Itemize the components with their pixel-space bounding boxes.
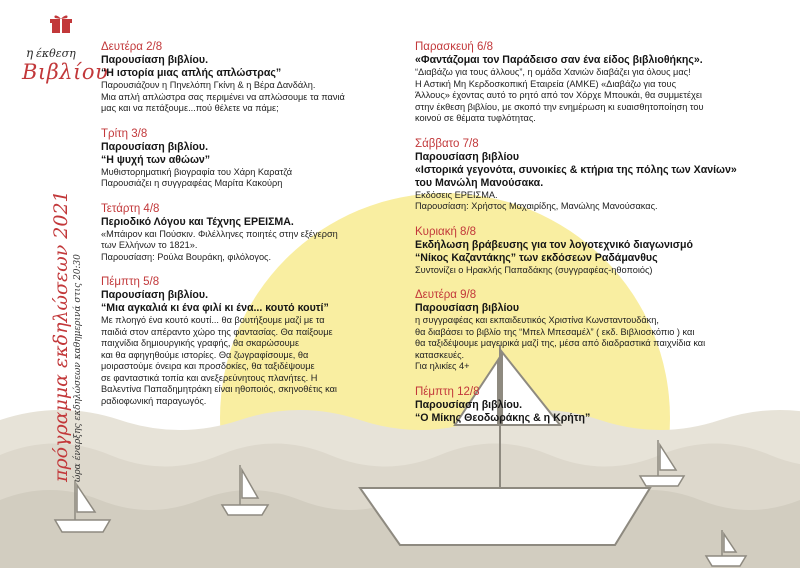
event-description-line: Παρουσιάζει η συγγραφέας Μαρίτα Κακούρη <box>101 178 283 188</box>
event-date: Παρασκευή 6/8 <box>415 41 493 53</box>
event-title-line: Παρουσίαση βιβλίου. <box>101 140 209 153</box>
event-description-line: Με πλοηγό ένα κουτό κουτί... θα βουτήξουμε μαζί με τα <box>101 315 325 325</box>
event-title-line: “Μια αγκαλιά κι ένα φιλί κι ένα... κουτό κουτί” <box>101 302 329 314</box>
event-date: Κυριακή 8/8 <box>415 225 477 238</box>
side-program-heading <box>50 190 83 482</box>
event-title-line: του Μανώλη Μανούσακα. <box>415 176 544 189</box>
event-description-line: κοινού σε θέματα τυφλότητας. <box>415 113 536 123</box>
event-title-line: “Η ιστορία μιας απλής απλώστρας” <box>101 67 282 79</box>
event-description-line: Μυθιστορηματική βιογραφία του Χάρη Καρατζά <box>101 166 293 177</box>
event-description-line: Εκδόσεις ΕΡΕΙΣΜΑ. <box>415 189 498 200</box>
program-title: πρόγραμμα εκδηλώσεων 2021 <box>50 190 72 482</box>
event-date: Πέμπτη 5/8 <box>101 276 160 288</box>
event-title-line: Παρουσίαση βιβλίου. <box>415 398 523 411</box>
event-title-line: Παρουσίαση βιβλίου. <box>101 289 209 301</box>
event-entry <box>415 288 760 373</box>
event-date: Δευτέρα 2/8 <box>101 41 163 53</box>
event-title-line: “Η ψυχή των αθώων” <box>101 153 211 166</box>
event-entry <box>101 40 401 115</box>
logo-book-word: Βιβλίου <box>22 60 109 84</box>
logo-expo-word: έκθεση <box>36 47 76 60</box>
event-entry <box>415 225 760 277</box>
event-entry <box>415 385 760 425</box>
event-date: Τρίτη 3/8 <box>101 127 148 140</box>
event-title-line: Παρουσίαση βιβλίου <box>415 150 520 163</box>
event-description-line: Η Αστική Μη Κερδοσκοπική Εταιρεία (ΑΜΚΕ) «Διαβάζω για τους <box>415 78 676 89</box>
event-description-line: θα ταξιδέψουμε μαγειρικά μαζί της, μέσα από διαδραστικά παιχνίδια και <box>415 338 706 348</box>
event-entry <box>101 127 401 190</box>
event-description-line: παιδιά στον απέραντο χώρο της φαντασίας. Θα παίξουμε <box>101 326 333 337</box>
event-description-line: η συγγραφέας και εκπαιδευτικός Χριστίνα Κωνσταντουδάκη, <box>415 315 659 325</box>
event-entry <box>101 275 401 407</box>
event-description-line: μοιραστούμε όνειρα και προσδοκίες, θα ταξιδέψουμε <box>101 361 315 371</box>
event-entry <box>415 40 760 125</box>
event-entry <box>101 202 401 264</box>
event-description-line: ραδιοφωνική παραγωγός. <box>101 395 207 406</box>
event-date: Πέμπτη 12/8 <box>415 385 480 398</box>
event-description-line: Βαλεντίνα Παπαδημητράκη είναι ηθοποιός, σκηνοθέτις και <box>101 384 337 394</box>
logo-article: η <box>26 46 34 60</box>
event-description-line: Παρουσίαση: Χρήστος Μαχαιρίδης, Μανώλης Μανούσακας. <box>415 201 658 211</box>
event-description-line: των Ελλήνων το 1821». <box>101 240 198 250</box>
event-description-line: Συντονίζει ο Ηρακλής Παπαδάκης (συγγραφέας-ηθοποιός) <box>415 264 653 275</box>
event-date: Δευτέρα 9/8 <box>415 289 477 301</box>
event-description-line: Παρουσιάζουν η Πηνελόπη Γκίνη & η Βέρα Δανδάλη. <box>101 80 316 90</box>
event-description-line: Μια απλή απλώστρα σας περιμένει να απλώσουμε τα πανιά <box>101 91 345 102</box>
event-description-line: σε φανταστικά τοπία και ανεξερεύνητους πλανήτες. Η <box>101 372 318 383</box>
event-description-line: και θα αφηγηθούμε ιστορίες. Θα ζωγραφίσουμε, θα <box>101 349 309 360</box>
event-description-line: στην έκθεση βιβλίου, με σκοπό την ενημέρωση κι ευαισθητοποίηση του <box>415 101 704 112</box>
right-events-column <box>415 40 760 437</box>
event-description-line: «Μπάιρον και Πούσκιν. Φιλέλληνες ποιητές στην εξέγερση <box>101 228 338 239</box>
event-description-line: μας και να πετάξουμε...πού θέλετε να πάμε; <box>101 103 279 113</box>
program-subtitle: ώρα έναρξης εκδηλώσεων καθημερινά στις 20:30 <box>73 254 83 482</box>
event-title-line: Εκδήλωση βράβευσης για τον λογοτεχνικό διαγωνισμό <box>415 238 693 251</box>
event-title-line: Περιοδικό Λόγου και Τέχνης ΕΡΕΙΣΜΑ. <box>101 215 294 228</box>
event-title-line: “Ο Μίκης Θεοδωράκης & η Κρήτη” <box>415 411 591 424</box>
event-date: Σάββατο 7/8 <box>415 137 479 150</box>
event-description-line: Άλλους» έχοντας αυτό το ρητό από τον Χόρχε Μπουκάι, θα συμμετέχει <box>415 90 702 100</box>
event-description-line: παιχνίδια δημιουργικής γραφής, θα σκαρώσουμε <box>101 338 300 348</box>
event-description-line: θα διαβάσει το βιβλίο της “Μπελ Μπεσαμέλ” ( εκδ. Βιβλιοσκόπιο ) και <box>415 326 695 337</box>
event-description-line: κατασκευές. <box>415 349 465 360</box>
event-title-line: «Φαντάζομαι τον Παράδεισο σαν ένα είδος βιβλιοθήκης». <box>415 54 703 66</box>
left-events-column <box>101 40 401 419</box>
event-date: Τετάρτη 4/8 <box>101 202 160 215</box>
gift-box-icon <box>50 14 72 34</box>
event-description-line: Για ηλικίες 4+ <box>415 361 470 371</box>
event-title-line: “Νίκος Καζαντάκης” των εκδόσεων Ραδάμανθυς <box>415 251 658 264</box>
event-title-line: Παρουσίαση βιβλίου. <box>101 54 209 66</box>
event-title-line: «Ιστορικά γεγονότα, συνοικίες & κτήρια της πόλης των Χανίων» <box>415 163 737 176</box>
event-title-line: Παρουσίαση βιβλίου <box>415 302 520 314</box>
event-entry <box>415 137 760 213</box>
event-description-line: “Διαβάζω για τους άλλους”, η ομάδα Χανιών διαβάζει για όλους μας! <box>415 67 691 77</box>
expo-logo <box>22 14 109 94</box>
event-description-line: Παρουσίαση: Ρούλα Βουράκη, φιλόλογος. <box>101 251 272 262</box>
